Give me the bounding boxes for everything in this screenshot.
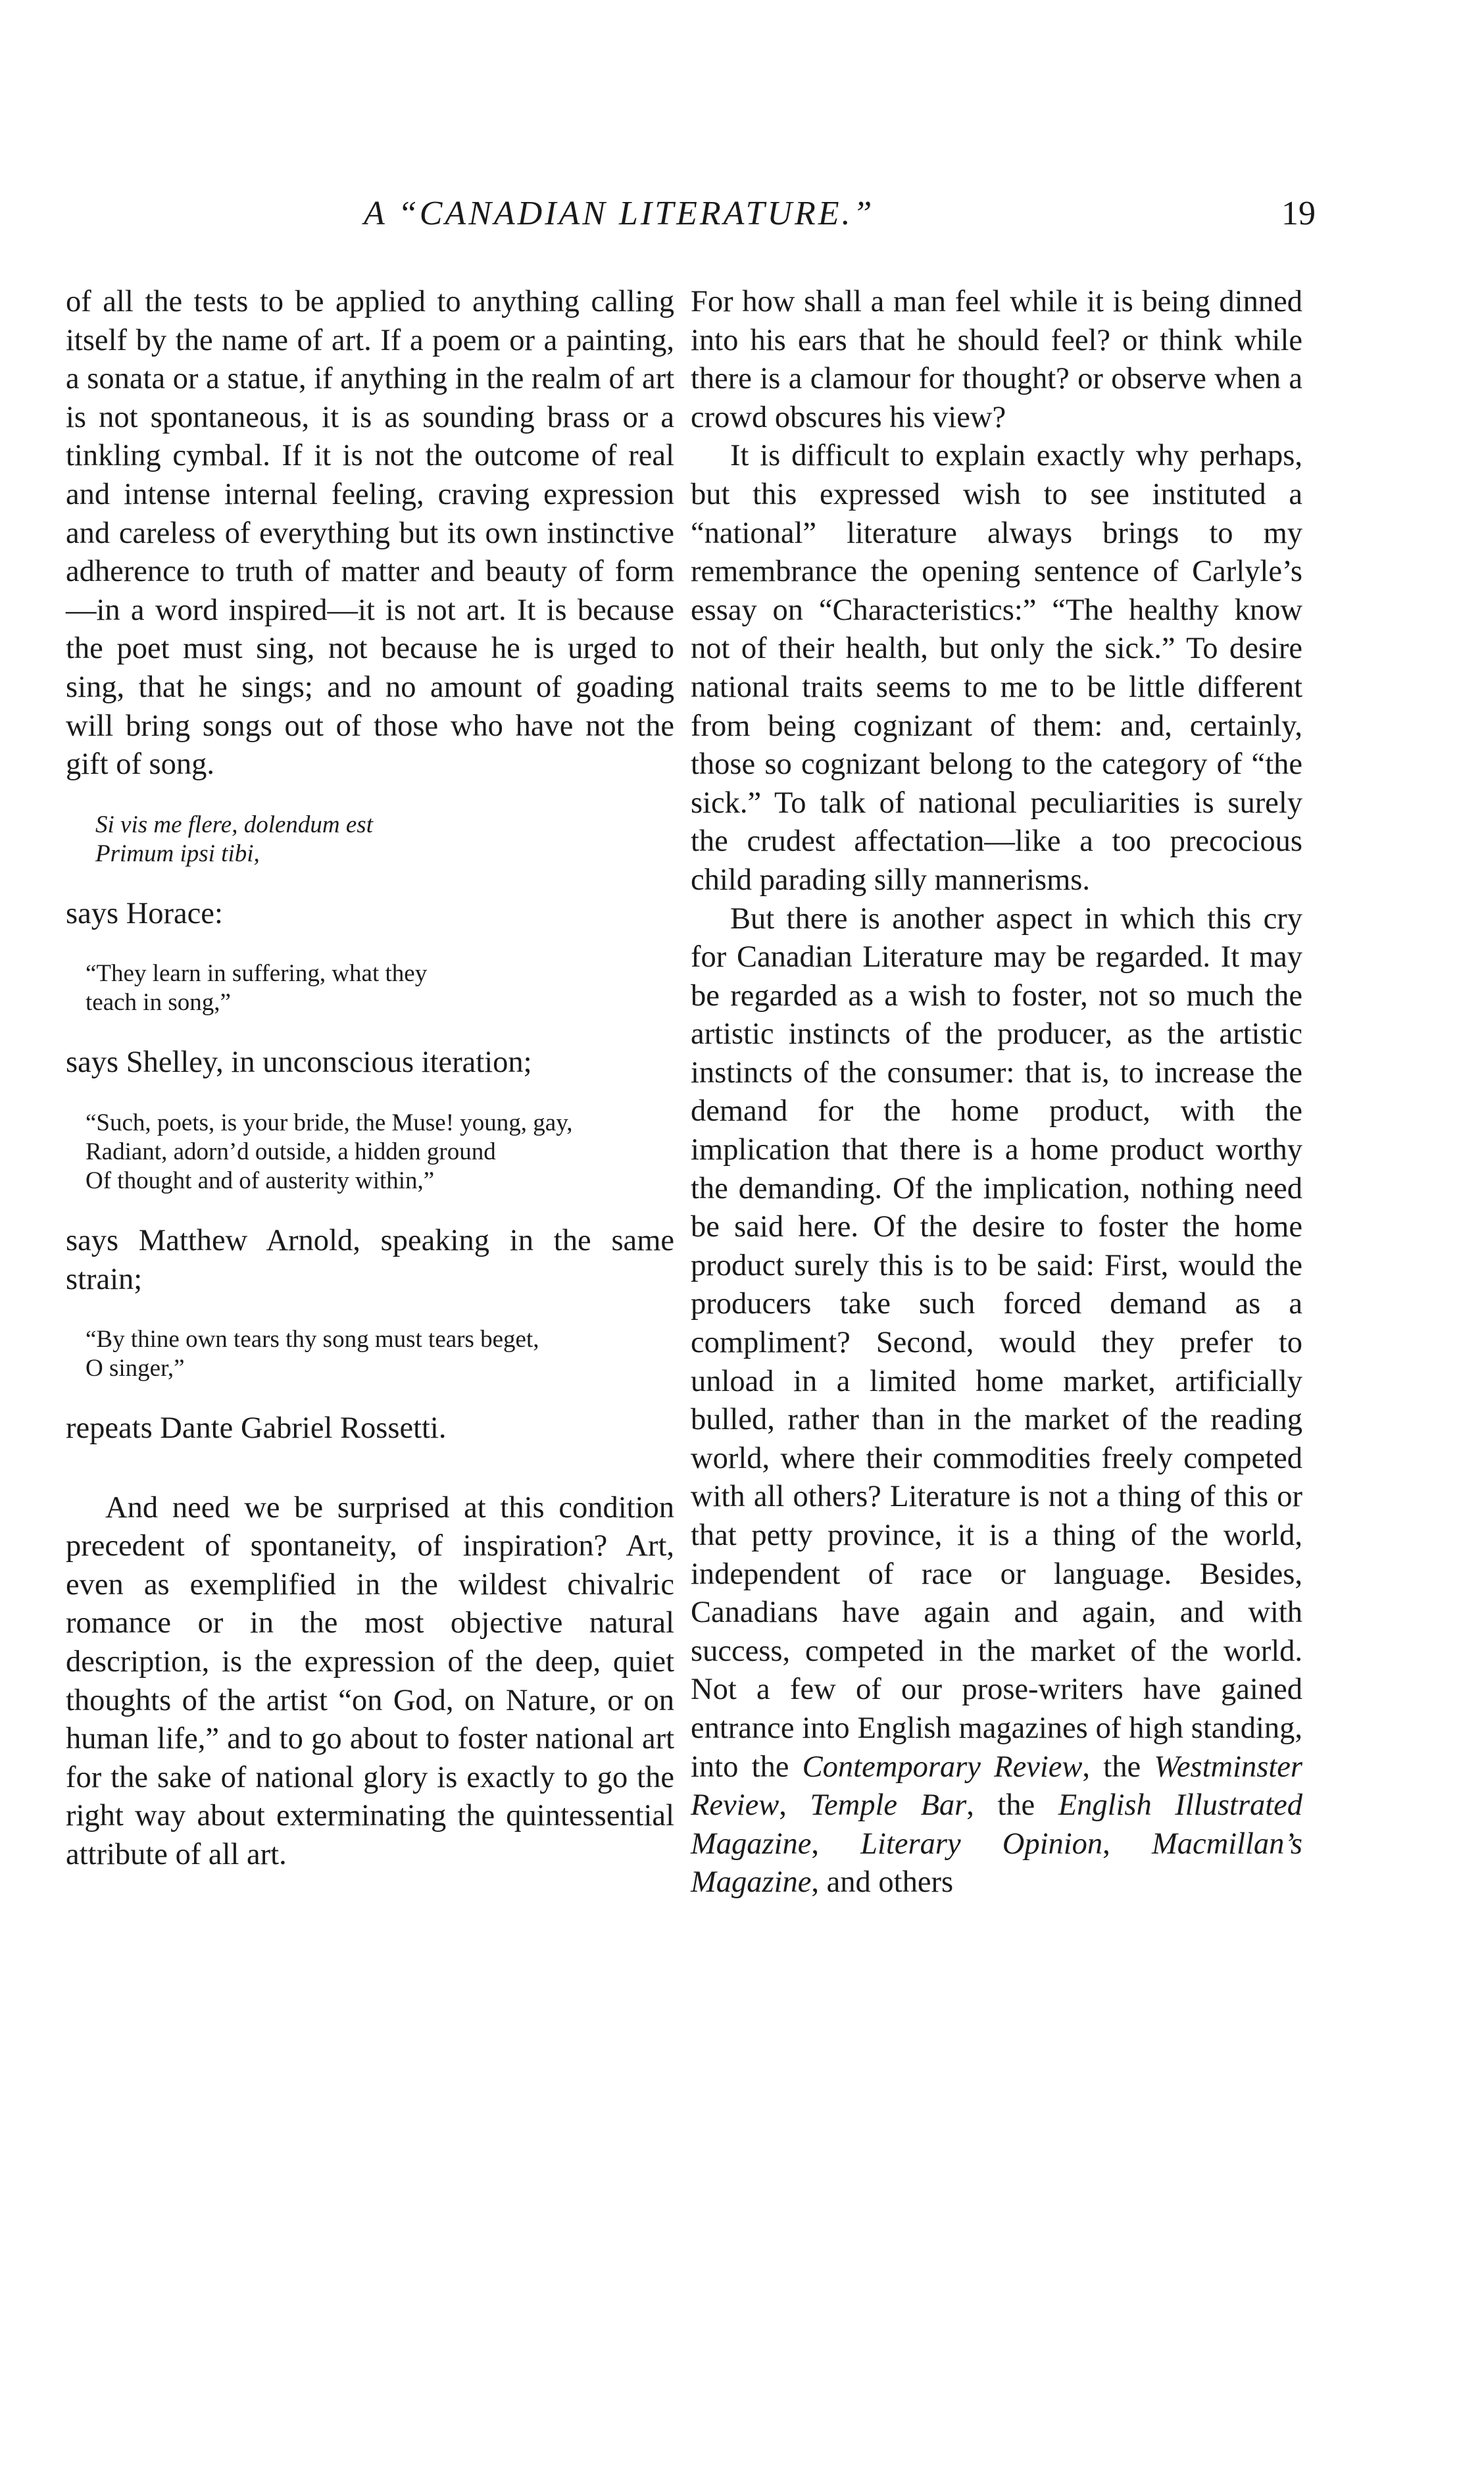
quote-line: “Such, poets, is your bride, the Muse! young, gay,: [86, 1109, 573, 1136]
paragraph: [691, 900, 1302, 1902]
attribution: repeats Dante Gabriel Rossetti.: [66, 1411, 447, 1446]
separator: , the: [1082, 1750, 1154, 1784]
arnold-quote: [66, 1109, 674, 1196]
right-column: [691, 283, 1302, 1902]
paragraph: of all the tests to be applied to anything calling itself by the name of art. If a poem or a painting, a sonata or a statue, if anything in the realm of art is not spontaneous, it is as sounding brass or a tinkling cymbal. If it is not the outcome of real and intense internal feeling, craving expression and careless of everything but its own instinctive adherence to truth of matter and beauty of form—in a word inspired—it is not art. It is because the poet must sing, not because he is urged to sing, that he sings; and no amount of goading will bring songs out of those who have not the gift of song.: [66, 285, 674, 782]
magazine-title: Westminster Review: [691, 1750, 1302, 1823]
quote-line: Radiant, adorn’d outside, a hidden ground: [86, 1138, 496, 1165]
paragraph: It is difficult to explain exactly why perhaps, but this expressed wish to see instituted a “national” literature always brings to my remembrance the opening sentence of Carlyle’s essay on “Characteristics:” “The healthy know not of their health, but only the sick.” To desire national traits seems to me to be little different from being cognizant of them: and, certainly, those so cognizant belong to the category of “the sick.” To talk of national peculiarities is surely the crudest affectation—like a too precocious child parading silly mannerisms.: [691, 439, 1302, 897]
magazine-title: English Illustrated Magazine: [691, 1788, 1303, 1861]
quote-line: teach in song,”: [86, 989, 231, 1017]
quote-line: Of thought and of austerity within,”: [86, 1167, 435, 1194]
separator: ,: [1102, 1827, 1152, 1861]
separator: ,: [779, 1788, 810, 1823]
magazine-title: Literary Opinion: [860, 1827, 1103, 1861]
attribution: says Matthew Arnold, speaking in the same strain;: [66, 1223, 674, 1296]
page-number: 19: [1281, 195, 1316, 232]
running-header: [66, 194, 1316, 233]
magazine-title: Macmillan’s Magazine: [691, 1827, 1303, 1900]
paragraph: For how shall a man feel while it is being dinned into his ears that he should feel? or think while there is a clamour for thought? or observe when a crowd obscures his view?: [691, 285, 1302, 434]
magazine-title: Contemporary Review: [802, 1750, 1083, 1784]
separator: , the: [966, 1788, 1058, 1823]
attribution: says Shelley, in unconscious iteration;: [66, 1046, 532, 1080]
paragraph-text: But there is another aspect in which this cry for Canadian Literature may be regarded. It may be regarded as a wish to foster, not so much the artistic instincts of the producer, as the artistic instincts of the consumer: that is, to increase the demand for the home product, with the implication that there is a home product worthy the demanding. Of the implication, nothing need be said here. Of the desire to foster the home product surely this is to be said: First, would the producers take such forced demand as a compliment? Second, would they prefer to unload in a limited home market, artificially bulled, rather than in the market of the reading world, where their commodities freely competed with all others? Literature is not a thing of this or that petty province, it is a thing of the world, independent of race or language. Besides, Canadians have again and again, and with success, competed in the market of the world. Not a few of our prose-writers have gained entrance into English magazines of high standing, into the: [691, 901, 1302, 1784]
paragraph: And need we be surprised at this condition precedent of spontaneity, of inspiration? Art, even as exemplified in the wildest chivalric romance or in the most objective natural description, is the expression of the deep, quiet thoughts of the artist “on God, on Nature, or on human life,” and to go about to foster national art for the sake of national glory is exactly to go the right way about exterminating the quintessential attribute of all art.: [66, 1490, 674, 1872]
quote-line: O singer,”: [86, 1355, 185, 1382]
quote-line: Si vis me flere, dolendum est: [95, 811, 373, 838]
separator: ,: [811, 1827, 861, 1861]
attribution: says Horace:: [66, 896, 223, 930]
magazine-title: Temple Bar: [810, 1788, 967, 1823]
shelley-quote: [66, 959, 674, 1017]
latin-quote: [66, 811, 674, 869]
quote-line: Primum ipsi tibi,: [95, 840, 260, 867]
running-title: A “CANADIAN LITERATURE.”: [364, 195, 875, 232]
paragraph-tail: , and others: [811, 1865, 954, 1900]
quote-line: “They learn in suffering, what they: [86, 960, 428, 988]
quote-line: “By thine own tears thy song must tears beget,: [86, 1326, 539, 1353]
left-column: [66, 283, 674, 1875]
rossetti-quote: [66, 1325, 674, 1383]
